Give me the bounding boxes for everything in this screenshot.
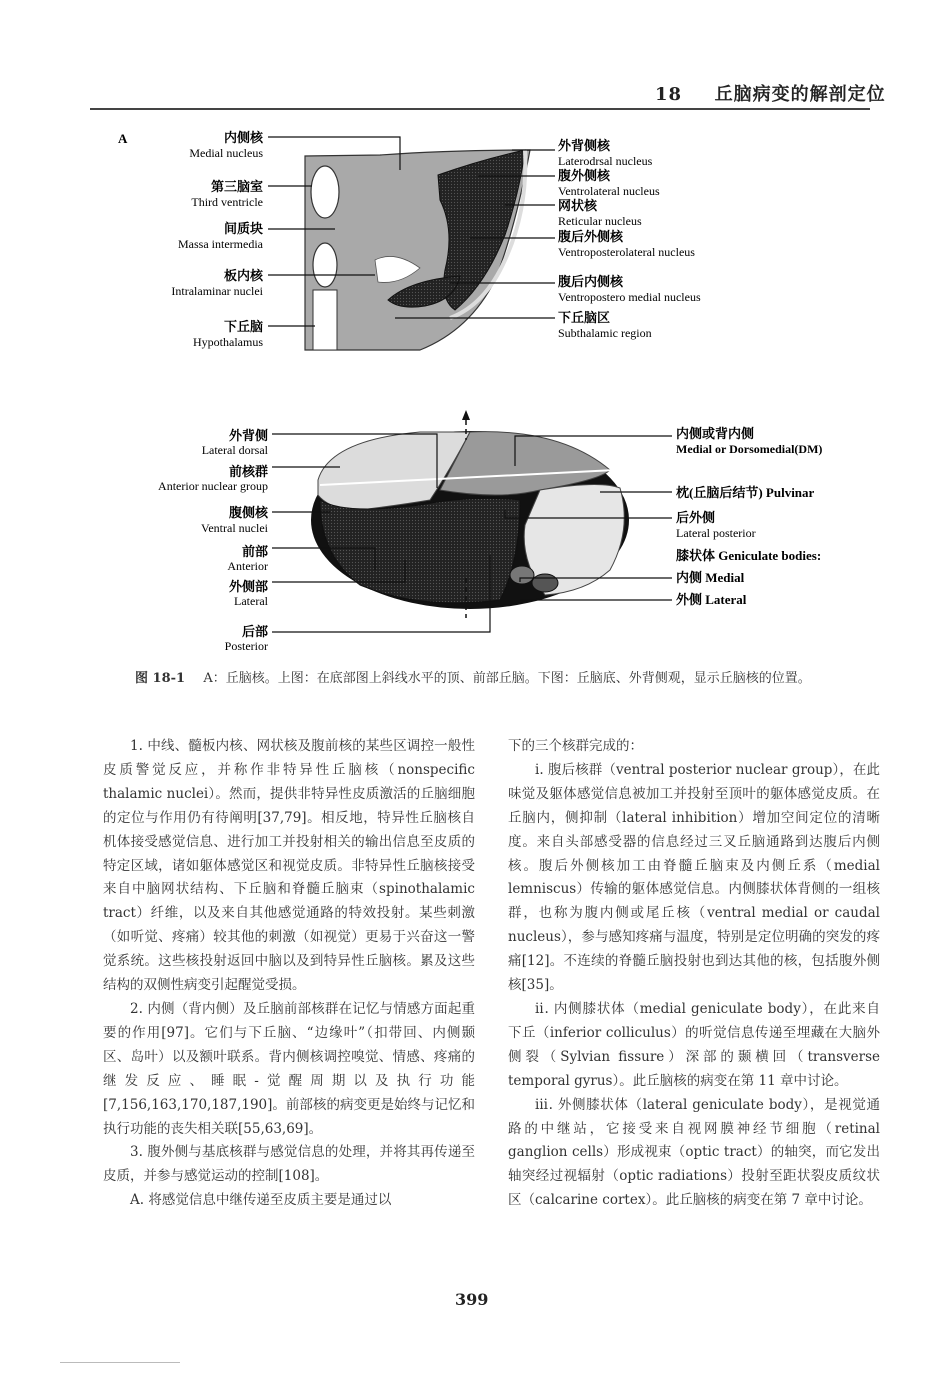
label-laterodorsal-en: Laterodrsal nucleus	[558, 154, 653, 168]
top-left-label-group	[171, 130, 264, 349]
label-third-ventricle-zh: 第三脑室	[210, 179, 263, 194]
label-massa-intermedia-en: Massa intermedia	[178, 237, 263, 251]
label-lp-zh: 后外侧	[676, 510, 716, 525]
label-anterior-part-zh: 前部	[241, 544, 268, 559]
figure-caption	[135, 668, 855, 690]
paragraph: 1. 中线、髓板内核、网状核及腹前核的某些区调控一般性皮质警觉反应，并称作非特异性丘脑核（nonspecific thalamic nuclei）。然而，提供非特异性皮质激活的丘脑细胞的定位与作用仍有待阐明[37,79]。相反地，特异性丘脑核自机体接受感觉信息、进行加工并投射相关的输出信息至皮质的特定区域，诸如躯体感觉区和视觉皮质。非特异性丘脑核接受来自中脑网状结构、下丘脑和脊髓丘脑束（spinothalamic tract）纤维，以及来自其他感觉通路的特效投射。某些刺激（如听觉、疼痛）较其他的刺激（如视觉）更易于兴奋这一警觉系统。这些核投射返回中脑以及到特异性丘脑核。累及这些结构的双侧性病变引起醒觉受损。	[103, 738, 475, 994]
label-vpl-en: Ventroposterolateral nucleus	[558, 245, 695, 259]
label-reticular-zh: 网状核	[558, 198, 598, 213]
label-vpm-zh: 腹后内侧核	[558, 274, 624, 289]
label-laterodorsal-zh: 外背侧核	[558, 138, 611, 153]
bottom-right-label-group	[676, 426, 822, 607]
label-lateral-part-en: Lateral	[234, 594, 268, 608]
label-pulvinar: 枕(丘脑后结节) Pulvinar	[676, 485, 815, 500]
bottom-margin-rule	[60, 1362, 180, 1363]
label-intralaminar-en: Intralaminar nuclei	[171, 284, 263, 298]
caption-text: A：丘脑核。上图：在底部图上斜线水平的顶、前部丘脑。下图：丘脑底、外背侧观，显示丘脑核的位置。	[203, 671, 811, 686]
paragraph: A. 将感觉信息中继传递至皮质主要是通过以	[130, 1192, 392, 1209]
label-subthalamic-en: Subthalamic region	[558, 326, 652, 340]
label-ventral-nuclei-zh: 腹侧核	[228, 505, 268, 520]
paragraph: ⅱ. 内侧膝状体（medial geniculate body），在此来自下丘（inferior colliculus）的听觉信息传递至埋藏在大脑外侧裂（Sylvian fissure）深部的颞横回（transverse temporal gyrus）。此丘脑核的病变在第 11 章中讨论。	[508, 1000, 880, 1089]
label-posterior-part-en: Posterior	[224, 639, 268, 653]
label-medial-nucleus-en: Medial nucleus	[189, 146, 263, 160]
label-ventrolateral-zh: 腹外侧核	[558, 168, 611, 183]
label-massa-intermedia-zh: 间质块	[223, 221, 263, 236]
label-lateral-dorsal-zh: 外背侧	[228, 428, 268, 443]
label-geniculate-lateral: 外侧 Lateral	[676, 592, 747, 607]
label-hypothalamus-zh: 下丘脑	[223, 319, 263, 334]
top-right-label-group	[558, 138, 701, 340]
label-geniculate: 膝状体 Geniculate bodies:	[676, 548, 822, 563]
label-posterior-part-zh: 后部	[241, 624, 268, 639]
label-reticular-en: Reticular nucleus	[558, 214, 642, 228]
label-third-ventricle-en: Third ventricle	[191, 195, 263, 209]
page-number: 399	[455, 1290, 489, 1309]
label-medial-nucleus-zh: 内侧核	[223, 130, 263, 145]
label-lp-en: Lateral posterior	[676, 526, 756, 540]
label-dm-en: Medial or Dorsomedial(DM)	[676, 442, 823, 456]
label-lateral-part-zh: 外侧部	[228, 579, 268, 594]
paragraph: 2. 内侧（背内侧）及丘脑前部核群在记忆与情感方面起重要的作用[97]。它们与下丘脑、“边缘叶”（扣带回、内侧颞区、岛叶）以及额叶联系。背内侧核调控嗅觉、情感、疼痛的继发反应、睡眠-觉醒周期以及执行功能[7,156,163,170,187,190]。前部核的病变更是始终与记忆和执行功能的丧失相关联[55,63,69]。	[103, 1000, 475, 1137]
paragraph: ⅲ. 外侧膝状体（lateral geniculate body），是视觉通路的中继站，它接受来自视网膜神经节细胞（retinal ganglion cells）形成视束（optic tract）的轴突，而它发出轴突经过视辐射（optic radiations）投射至距状裂皮质纹状区（calcarine cortex）。此丘脑核的病变在第 7 章中讨论。	[508, 1096, 880, 1209]
coronal-section	[305, 150, 530, 350]
left-text-column	[103, 735, 475, 1213]
chapter-title: 丘脑病变的解剖定位	[714, 84, 886, 105]
label-lateral-dorsal-en: Lateral dorsal	[201, 443, 268, 457]
panel-letter: A	[118, 131, 128, 146]
label-vpm-en: Ventropostero medial nucleus	[558, 290, 701, 304]
label-anterior-group-en: Anterior nuclear group	[158, 479, 268, 493]
caption-label: 图 18-1	[135, 671, 186, 686]
chapter-number: 18	[655, 84, 683, 105]
paragraph: 下的三个核群完成的：	[508, 738, 643, 754]
label-subthalamic-zh: 下丘脑区	[558, 310, 611, 325]
right-text-column	[508, 735, 880, 1213]
thalamus-figure	[0, 0, 950, 660]
label-ventrolateral-en: Ventrolateral nucleus	[558, 184, 660, 198]
label-hypothalamus-en: Hypothalamus	[193, 335, 263, 349]
label-geniculate-medial: 内侧 Medial	[676, 570, 745, 585]
label-ventral-nuclei-en: Ventral nuclei	[201, 521, 268, 535]
bottom-left-label-group	[158, 428, 269, 653]
label-anterior-group-zh: 前核群	[228, 464, 268, 479]
paragraph: ⅰ. 腹后核群（ventral posterior nuclear group），在此味觉及躯体感觉信息被加工并投射至顶叶的躯体感觉皮质。在丘脑内，侧抑制（lateral inhibition）增加空间定位的清晰度。来自头部感受器的信息经过三叉丘脑通路到达腹后内侧核。腹后外侧核加工由脊髓丘脑束及内侧丘系（medial lemniscus）传输的躯体感觉信息。内侧膝状体背侧的一组核群，也称为腹内侧或尾丘核（ventral medial or caudal nucleus），参与感知疼痛与温度，特别是定位明确的突发的疼痛[12]。不连续的脊髓丘脑投射也到达其他的核，包括腹外侧核[35]。	[508, 761, 880, 994]
paragraph: 3. 腹外侧与基底核群与感觉信息的处理，并将其再传递至皮质，并参与感觉运动的控制[108]。	[103, 1144, 475, 1185]
label-anterior-part-en: Anterior	[227, 559, 268, 573]
label-vpl-zh: 腹后外侧核	[558, 229, 624, 244]
label-intralaminar-zh: 板内核	[223, 268, 263, 283]
label-dm-zh: 内侧或背内侧	[676, 426, 755, 441]
